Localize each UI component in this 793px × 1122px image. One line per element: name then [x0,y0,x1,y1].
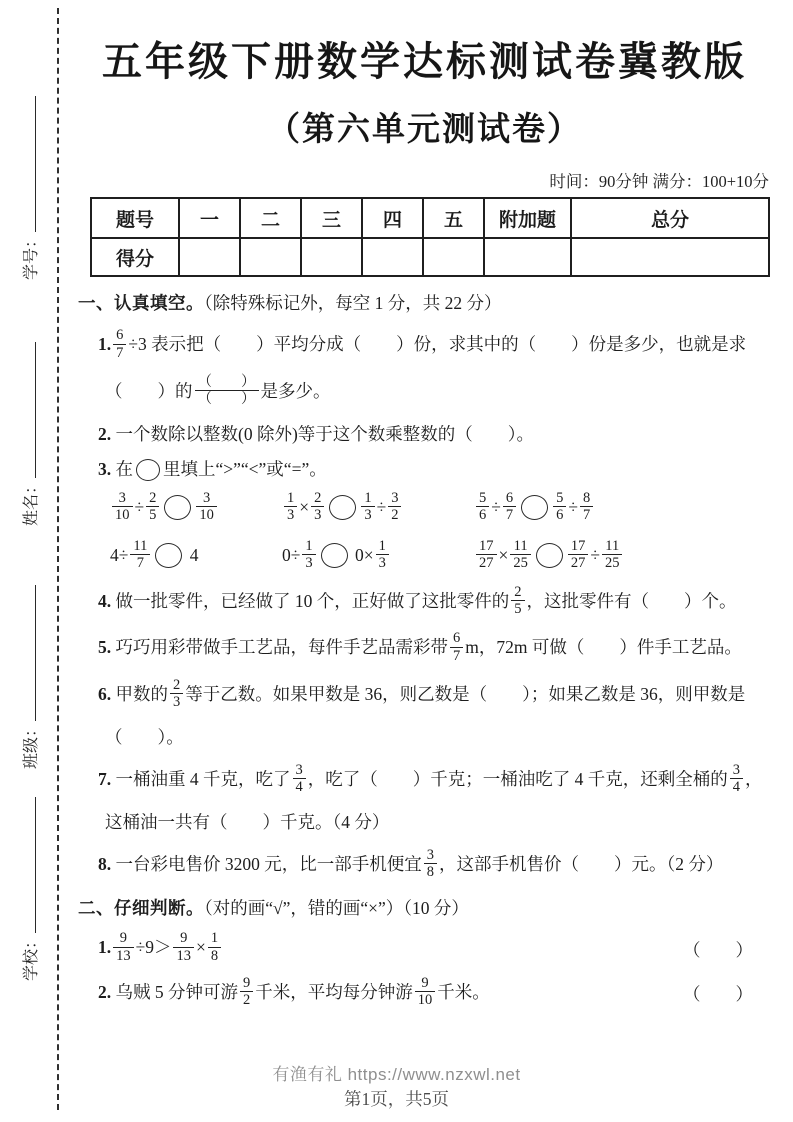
fraction: $\frac{1}{3}$ [302,538,315,571]
section-one-heading-bold: 一、认真填空。 [78,293,204,313]
judgment-1-answer-blank: （ ） [683,939,753,960]
score-table-column-header: 四 [362,198,423,238]
student-field-school [18,771,40,981]
fraction: $\frac{1}{3}$ [284,490,297,523]
student-field-class-label: 班级： [23,720,40,769]
fraction: $\frac{2}{5}$ [511,584,524,617]
compare-circle-blank [521,495,548,520]
question-7-line-1: 7. 一桶油重 4 千克，吃了 $\frac{3}{4}$ ，吃了（ ）千克；一桶油吃了 4 千克，还剩全桶的 $\frac{3}{4}$ ， [98,761,763,796]
question-5: 5. 巧巧用彩带做手工艺品，每件手艺品需彩带 $\frac{6}{7}$ m，72m 可做（ ）件手工艺品。 [98,630,742,664]
comparison-item-1: $\frac{3}{10}$ ÷ $\frac{2}{5}$ $\frac{3}{10}$ [110,492,282,525]
student-field-class-line [19,585,36,721]
judgment-2-statement: 2. 乌贼 5 分钟可游 $\frac{9}{2}$ 千米，平均每分钟游 $\frac{9}{10}$ 千米。 [98,974,490,1009]
fraction: $\frac{3}{10}$ [196,490,217,523]
time-and-score-info: 时间：90分钟 满分：100+10分 [549,172,769,191]
score-table-empty-cell [362,238,423,276]
comparison-item-6: $\frac{17}{27}$ × $\frac{11}{25}$ $\frac{17}{27}$ ÷ $\frac{11}{25}$ [474,540,771,573]
paper-title: 五年级下册数学达标测试卷冀教版 [102,39,747,84]
score-table [90,197,770,277]
fraction: $\frac{3}{8}$ [424,847,437,880]
section-one-heading-note: （除特殊标记外，每空 1 分，共 22 分） [204,293,502,313]
student-field-name-line [19,342,36,478]
student-field-number [18,70,40,280]
fraction: $\frac{17}{27}$ [476,538,497,571]
score-table-empty-cell [423,238,484,276]
question-2: 2. 一个数除以整数(0 除外)等于这个数乘整数的（ ）。 [98,424,535,445]
fraction: $\frac{11}{25}$ [602,538,623,571]
score-table-header-row [91,198,769,238]
question-1-line-1: 1. $\frac{6}{7}$ ÷3 表示把（ ）平均分成（ ）份，求其中的（ ）份是多少，也就是求 [98,327,747,361]
compare-circle-blank [164,495,191,520]
judgment-1 [98,932,771,965]
compare-circle-blank [321,543,348,568]
section-two-heading [78,896,771,921]
compare-circle-blank [155,543,182,568]
score-table-empty-cell [571,238,769,276]
judgment-2 [98,974,771,1010]
fraction: $\frac{9}{13}$ [173,930,194,963]
score-table-column-header: 总分 [571,198,769,238]
question-4: 4. 做一批零件，已经做了 10 个，正好做了这批零件的 $\frac{2}{5}$ ，这批零件有（ ）个。 [98,584,737,618]
score-table-corner-label: 题号 [91,198,179,238]
score-table-empty-cell [179,238,240,276]
fraction: $\frac{2}{3}$ [311,490,324,523]
score-table-empty-cell [484,238,571,276]
student-field-school-line [19,797,36,933]
fraction: $\frac{9}{2}$ [240,975,253,1008]
paper-subtitle: （第六单元测试卷） [267,112,582,148]
compare-circle-blank [536,543,563,568]
fraction: $\frac{1}{3}$ [361,490,374,523]
fraction: $\frac{5}{6}$ [553,490,566,523]
question-6-line-2: （ ）。 [105,727,184,748]
fraction: $\frac{8}{7}$ [580,490,593,523]
section-two-heading-note: （对的画“√”，错的画“×”）（10 分） [204,898,469,919]
fraction: $\frac{2}{5}$ [146,490,159,523]
score-table-empty-cell [240,238,301,276]
score-table-column-header: 五 [423,198,484,238]
comparison-item-5: 0÷ $\frac{1}{3}$ 0× $\frac{1}{3}$ [282,540,474,573]
fraction: $\frac{2}{3}$ [170,677,183,710]
question-3-comparison-grid [110,492,771,573]
student-field-number-line [19,96,36,232]
question-3-intro: 3. 在 里填上“>”“<”或“=”。 [98,458,327,479]
fraction: $\frac{17}{27}$ [568,538,589,571]
section-two-heading-bold: 二、仔细判断。 [78,898,204,919]
paper-content [78,0,771,1021]
fraction: $\frac{3}{10}$ [112,490,133,523]
fraction: $\frac{3}{4}$ [293,762,306,795]
student-field-name [18,316,40,526]
student-field-school-label: 学校： [23,932,40,981]
fraction: $\frac{9}{13}$ [113,930,134,963]
score-table-column-header: 三 [301,198,362,238]
judgment-1-statement: 1. $\frac{9}{13}$ ÷9＞ $\frac{9}{13}$ × $\frac{1}{8}$ [98,932,223,965]
student-field-class [18,559,40,769]
fraction: $\frac{9}{10}$ [415,975,436,1008]
seal-dashed-line [57,8,59,1110]
fraction: $\frac{3}{4}$ [730,762,743,795]
question-1-line-2: （ ）的 $\frac{( )}{( )}$ 是多少。 [105,373,331,408]
question-7-line-2: 这桶油一共有（ ）千克。（4 分） [105,812,390,833]
score-table-column-header: 附加题 [484,198,571,238]
comparison-item-2: $\frac{1}{3}$ × $\frac{2}{3}$ $\frac{1}{3}$ ÷ $\frac{3}{2}$ [282,492,474,525]
page-number: 第1页，共5页 [344,1089,449,1109]
fraction: $\frac{6}{7}$ [503,490,516,523]
fraction: $\frac{5}{6}$ [476,490,489,523]
fraction: $\frac{6}{7}$ [113,327,126,360]
judgment-2-answer-blank: （ ） [683,984,753,1005]
fraction: $\frac{1}{8}$ [208,930,221,963]
score-table-score-row [91,238,769,276]
compare-circle-blank [329,495,356,520]
fraction: $\frac{11}{25}$ [510,538,531,571]
student-field-name-label: 姓名： [23,477,40,526]
section-one-heading [78,291,771,316]
score-table-column-header: 一 [179,198,240,238]
question-8: 8. 一台彩电售价 3200 元，比一部手机便宜 $\frac{3}{8}$ ，这部手机售价（ ）元。（2 分） [98,846,724,880]
fraction: $\frac{1}{3}$ [376,538,389,571]
fraction: $\frac{3}{2}$ [388,490,401,523]
score-table-empty-cell [301,238,362,276]
question-6-line-1: 6. 甲数的 $\frac{2}{3}$ 等于乙数。如果甲数是 36，则乙数是（ ）；如果乙数是 36，则甲数是 [98,676,746,711]
comparison-item-3: $\frac{5}{6}$ ÷ $\frac{6}{7}$ $\frac{5}{6}$ ÷ $\frac{8}{7}$ [474,492,771,525]
fraction: $\frac{6}{7}$ [450,630,463,663]
fraction: $\frac{11}{7}$ [130,538,150,571]
compare-circle-blank [136,459,160,481]
student-field-number-label: 学号： [23,231,40,280]
score-row-label: 得分 [91,238,179,276]
site-watermark: 有渔有礼 https://www.nzxwl.net [272,1065,521,1084]
score-table-column-header: 二 [240,198,301,238]
comparison-item-4: 4÷ $\frac{11}{7}$ 4 [110,537,199,571]
fraction: $\frac{( )}{( )}$ [195,374,259,407]
